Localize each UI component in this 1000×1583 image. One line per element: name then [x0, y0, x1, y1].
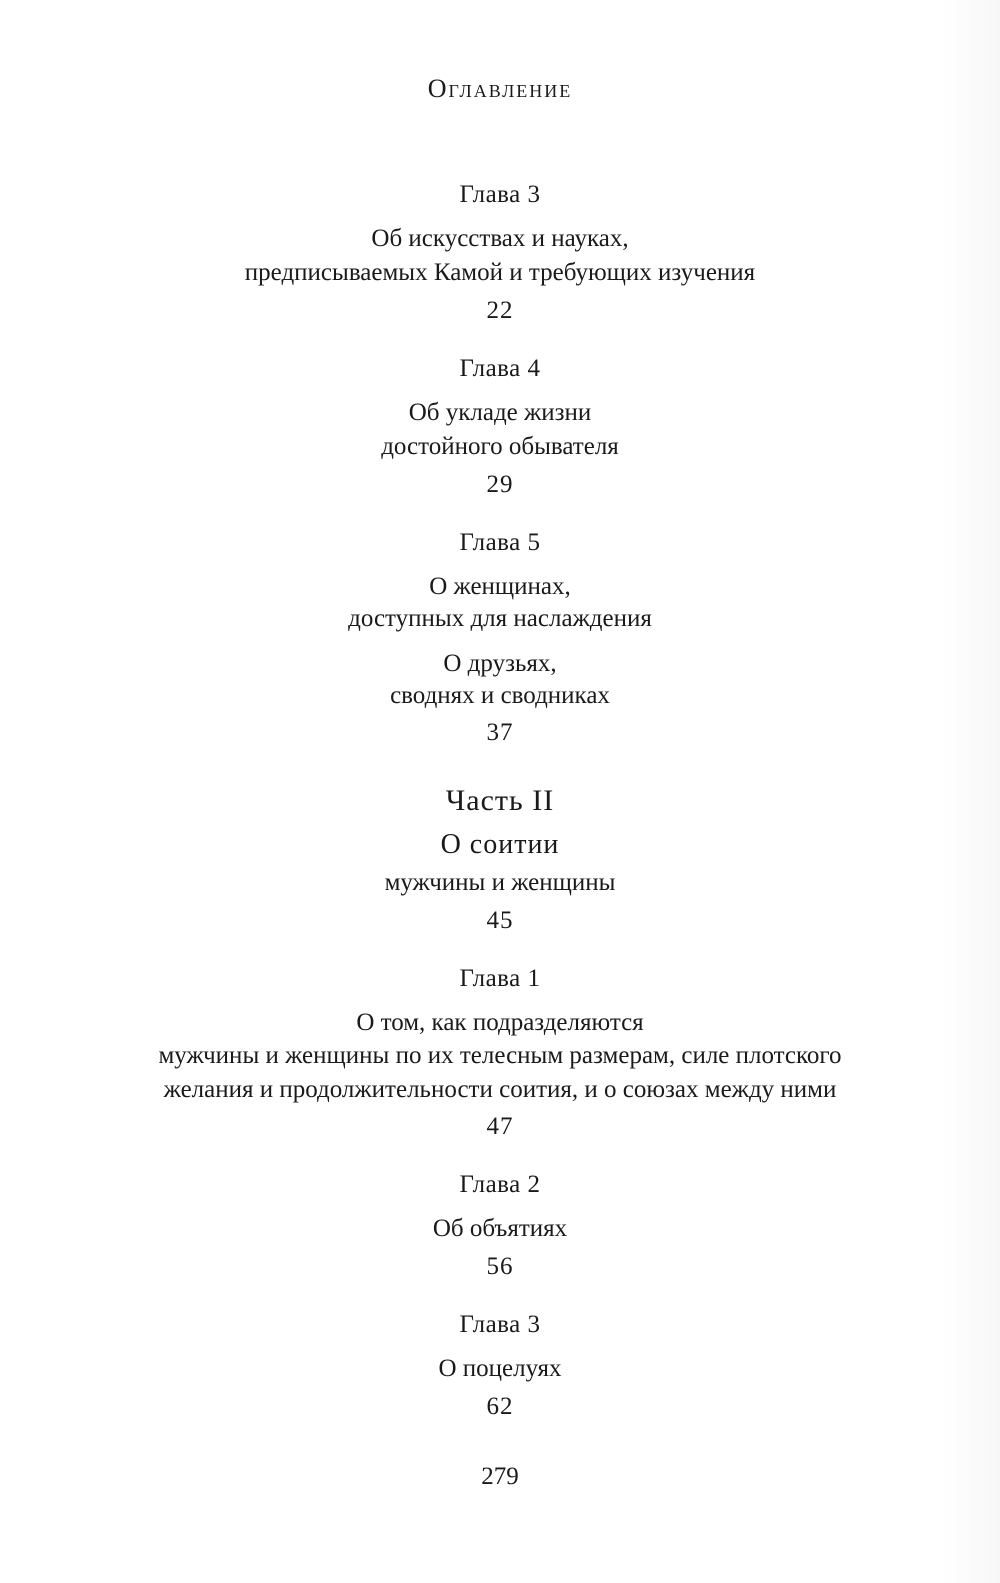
chapter-title-line: доступных для наслаждения — [348, 605, 652, 632]
page-number: 62 — [486, 1393, 514, 1420]
chapter-title-line: достойного обывателя — [381, 433, 619, 460]
part-label: Часть II — [445, 784, 555, 817]
page-number: 47 — [486, 1113, 514, 1140]
page-number: 22 — [486, 297, 514, 324]
chapter-title-line: О том, как подразделяются — [356, 1009, 644, 1036]
folio-page-number: 279 — [481, 1463, 519, 1490]
page-number: 56 — [486, 1253, 514, 1280]
chapter-title-line: Об укладе жизни — [408, 399, 592, 426]
part-title-line: О соитии — [440, 829, 560, 860]
page-number: 37 — [486, 719, 514, 746]
chapter-label: Глава 3 — [459, 181, 541, 208]
page-title: Оглавление — [427, 74, 573, 103]
page-number: 29 — [486, 471, 514, 498]
chapter-label: Глава 3 — [459, 1311, 541, 1338]
chapter-title-line: О поцелуях — [438, 1355, 562, 1382]
chapter-title-line: своднях и сводниках — [390, 682, 610, 709]
chapter-title-line: О женщинах, — [429, 573, 571, 600]
chapter-title-line: О друзьях, — [443, 650, 557, 677]
chapter-title-line: предписываемых Камой и требующих изучения — [244, 259, 756, 286]
page-number: 45 — [486, 907, 514, 934]
chapter-label: Глава 2 — [459, 1171, 541, 1198]
chapter-title-line: желания и продолжительности соития, и о союзах между ними — [163, 1076, 837, 1103]
chapter-title-line: Об объятиях — [432, 1215, 568, 1242]
chapter-title-line: Об искусствах и науках, — [371, 225, 629, 252]
chapter-label: Глава 5 — [459, 529, 541, 556]
chapter-title-line: мужчины и женщины по их телесным размерам, силе плотского — [158, 1042, 842, 1069]
part-title-line: мужчины и женщины — [384, 869, 616, 896]
chapter-label: Глава 1 — [459, 965, 541, 992]
chapter-label: Глава 4 — [459, 355, 541, 382]
